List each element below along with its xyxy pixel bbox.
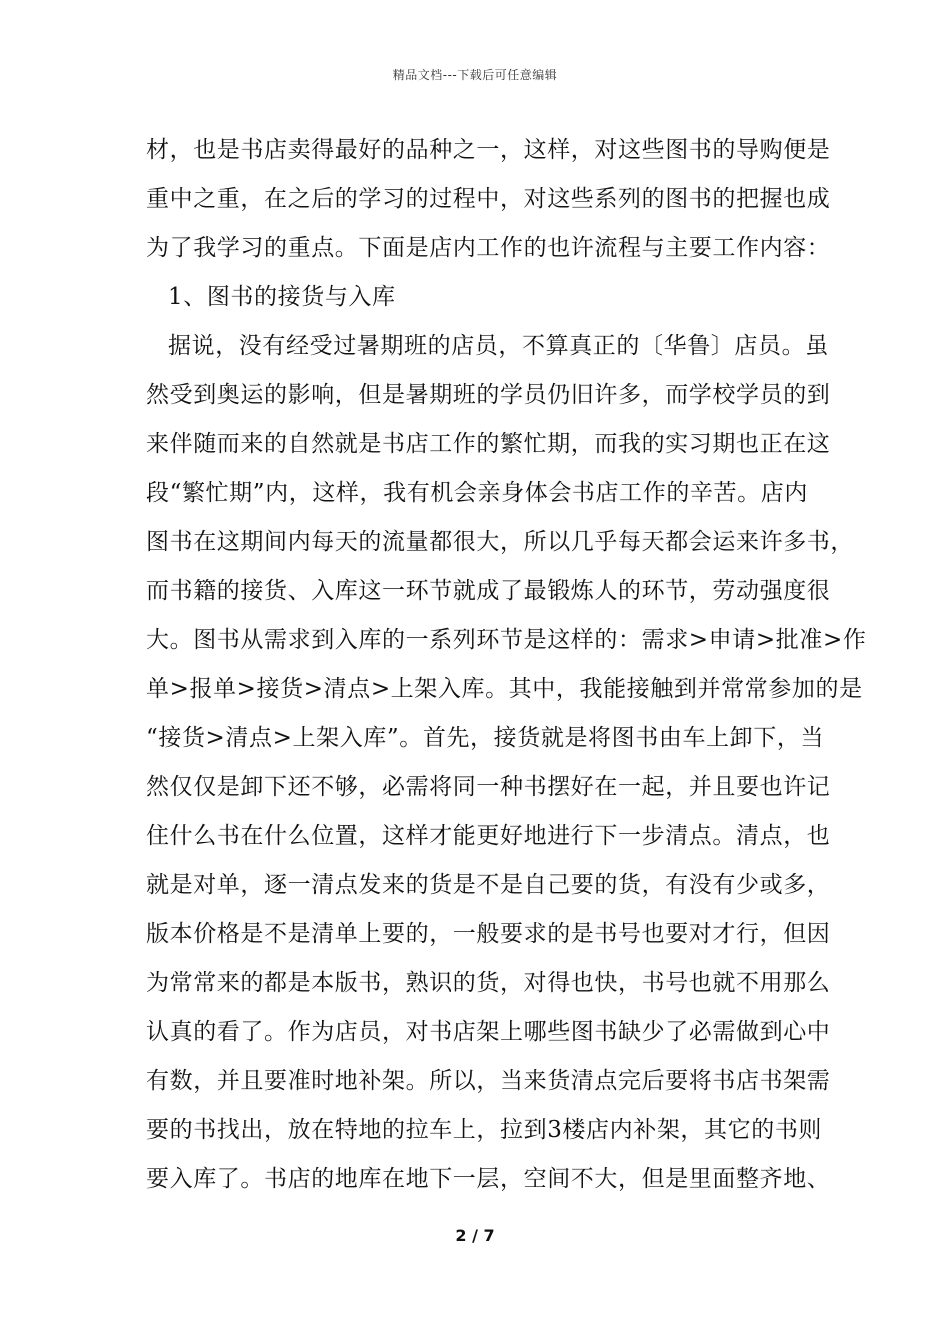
text-line: 就是对单，逐一清点发来的货是不是自己要的货，有没有少或多， <box>146 872 831 898</box>
text-line: 据说，没有经受过暑期班的店员，不算真正的〔华鲁〕店员。虽 <box>168 333 829 359</box>
text-line: “接货>清点>上架入库”。首先，接货就是将图书由车上卸下，当 <box>146 725 825 751</box>
text-line: 而书籍的接货、入库这一环节就成了最锻炼人的环节，劳动强度很 <box>146 578 831 604</box>
text-line: 有数，并且要准时地补架。所以，当来货清点完后要将书店书架需 <box>146 1068 831 1094</box>
text-line: 住什么书在什么位置，这样才能更好地进行下一步清点。清点，也 <box>146 823 831 849</box>
text-line: 大。图书从需求到入库的一系列环节是这样的：需求>申请>批准>作 <box>146 627 867 653</box>
text-line: 然仅仅是卸下还不够，必需将同一种书摆好在一起，并且要也许记 <box>146 774 831 800</box>
page-header: 精品文档---下载后可任意编辑 <box>392 68 558 82</box>
text-line: 重中之重，在之后的学习的过程中，对这些系列的图书的把握也成 <box>146 186 831 212</box>
text-line: 图书在这期间内每天的流量都很大，所以几乎每天都会运来许多书， <box>146 529 854 555</box>
section-heading: 1、图书的接货与入库 <box>168 284 396 310</box>
text-line: 来伴随而来的自然就是书店工作的繁忙期，而我的实习期也正在这 <box>146 431 831 457</box>
page-number: 2 / 7 <box>455 1226 495 1245</box>
text-line: 要的书找出，放在特地的拉车上，拉到3楼店内补架，其它的书则 <box>146 1117 823 1143</box>
text-line: 段“繁忙期”内，这样，我有机会亲身体会书店工作的辛苦。店内 <box>146 480 808 506</box>
text-line: 为常常来的都是本版书，熟识的货，对得也快，书号也就不用那么 <box>146 970 831 996</box>
document-body <box>146 126 867 1204</box>
text-line: 认真的看了。作为店员，对书店架上哪些图书缺少了必需做到心中 <box>146 1019 831 1045</box>
text-line: 然受到奥运的影响，但是暑期班的学员仍旧许多，而学校学员的到 <box>146 382 831 408</box>
text-line: 为了我学习的重点。下面是店内工作的也许流程与主要工作内容： <box>146 235 831 261</box>
text-line: 要入库了。书店的地库在地下一层，空间不大，但是里面整齐地、 <box>146 1166 831 1192</box>
text-line: 材，也是书店卖得最好的品种之一，这样，对这些图书的导购便是 <box>146 137 831 163</box>
text-line: 单>报单>接货>清点>上架入库。其中，我能接触到并常常参加的是 <box>146 676 863 702</box>
text-line: 版本价格是不是清单上要的，一般要求的是书号也要对才行，但因 <box>146 921 831 947</box>
